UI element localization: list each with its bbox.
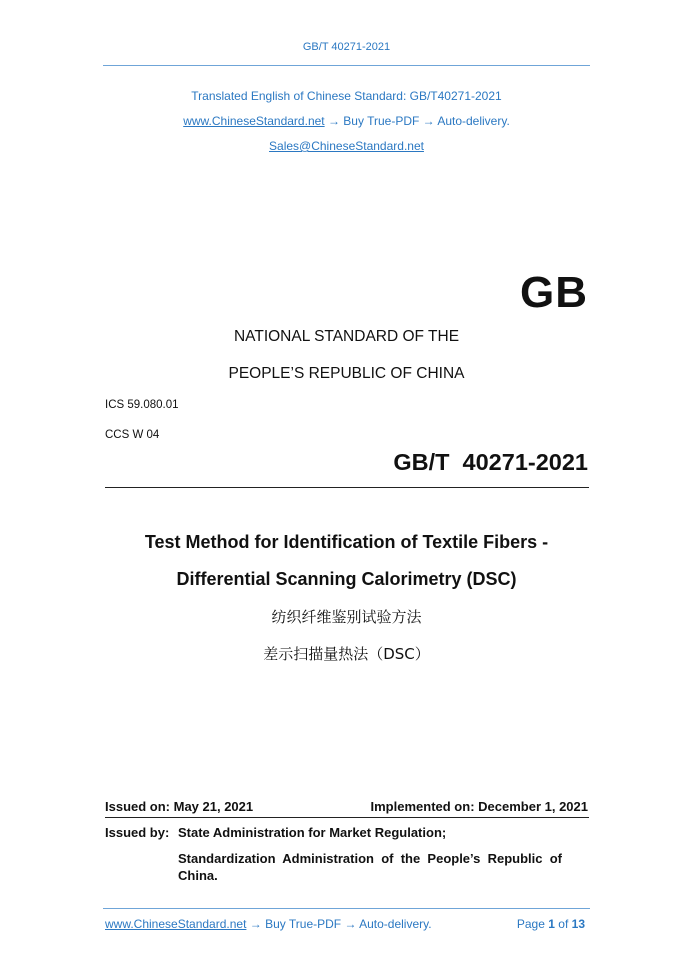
footer-website-link[interactable]: www.ChineseStandard.net bbox=[105, 917, 247, 931]
page-indicator bbox=[517, 917, 585, 931]
footer-divider bbox=[103, 908, 590, 909]
issued-by-label: Issued by: bbox=[105, 825, 170, 840]
issued-rule bbox=[105, 817, 589, 818]
banner-email-link[interactable]: Sales@ChineseStandard.net bbox=[269, 139, 424, 153]
banner-buy-text: → Buy True-PDF → Auto-delivery. bbox=[324, 114, 510, 128]
issued-on-date: Issued on: May 21, 2021 bbox=[105, 799, 254, 814]
national-standard-line1: NATIONAL STANDARD OF THE bbox=[233, 328, 460, 345]
banner-website-link[interactable]: www.ChineseStandard.net bbox=[183, 114, 325, 128]
chinese-title-line1: 纺织纤维鉴别试验方法 bbox=[271, 608, 422, 626]
standard-number: GB/T 40271-2021 bbox=[393, 449, 588, 475]
banner-translation-note: Translated English of Chinese Standard: GB/T40271-2021 bbox=[191, 89, 502, 103]
header-divider bbox=[103, 65, 590, 66]
page-label: Page bbox=[516, 917, 545, 931]
ccs-code: CCS W 04 bbox=[105, 429, 160, 441]
issued-by-agency1: State Administration for Market Regulation; bbox=[178, 825, 447, 840]
chinese-title-line2: 差示扫描量热法（DSC） bbox=[263, 645, 430, 663]
banner-email-line bbox=[0, 139, 693, 153]
issued-by-agency2-cont: China. bbox=[178, 868, 218, 883]
english-title-line2: Differential Scanning Calorimetry (DSC) bbox=[176, 569, 517, 589]
english-title-line1: Test Method for Identification of Textile Fibers - bbox=[144, 532, 549, 552]
ics-code: ICS 59.080.01 bbox=[105, 399, 179, 411]
header-doc-id: GB/T 40271-2021 bbox=[302, 41, 391, 53]
footer-buy-text: → Buy True-PDF → Auto-delivery. bbox=[246, 917, 432, 931]
banner-purchase-line bbox=[0, 114, 693, 128]
issued-by-agency2: Standardization Administration of the People’s Republic of bbox=[178, 851, 563, 866]
national-standard-line2: PEOPLE’S REPUBLIC OF CHINA bbox=[228, 365, 465, 382]
implemented-on-date: Implemented on: December 1, 2021 bbox=[370, 799, 588, 814]
page-number: 1 bbox=[548, 917, 555, 931]
footer-purchase-line bbox=[105, 917, 432, 931]
page-of-label: of bbox=[558, 917, 569, 931]
page-total: 13 bbox=[571, 917, 585, 931]
standard-number-rule bbox=[105, 487, 589, 488]
gb-mark: GB bbox=[520, 268, 588, 317]
